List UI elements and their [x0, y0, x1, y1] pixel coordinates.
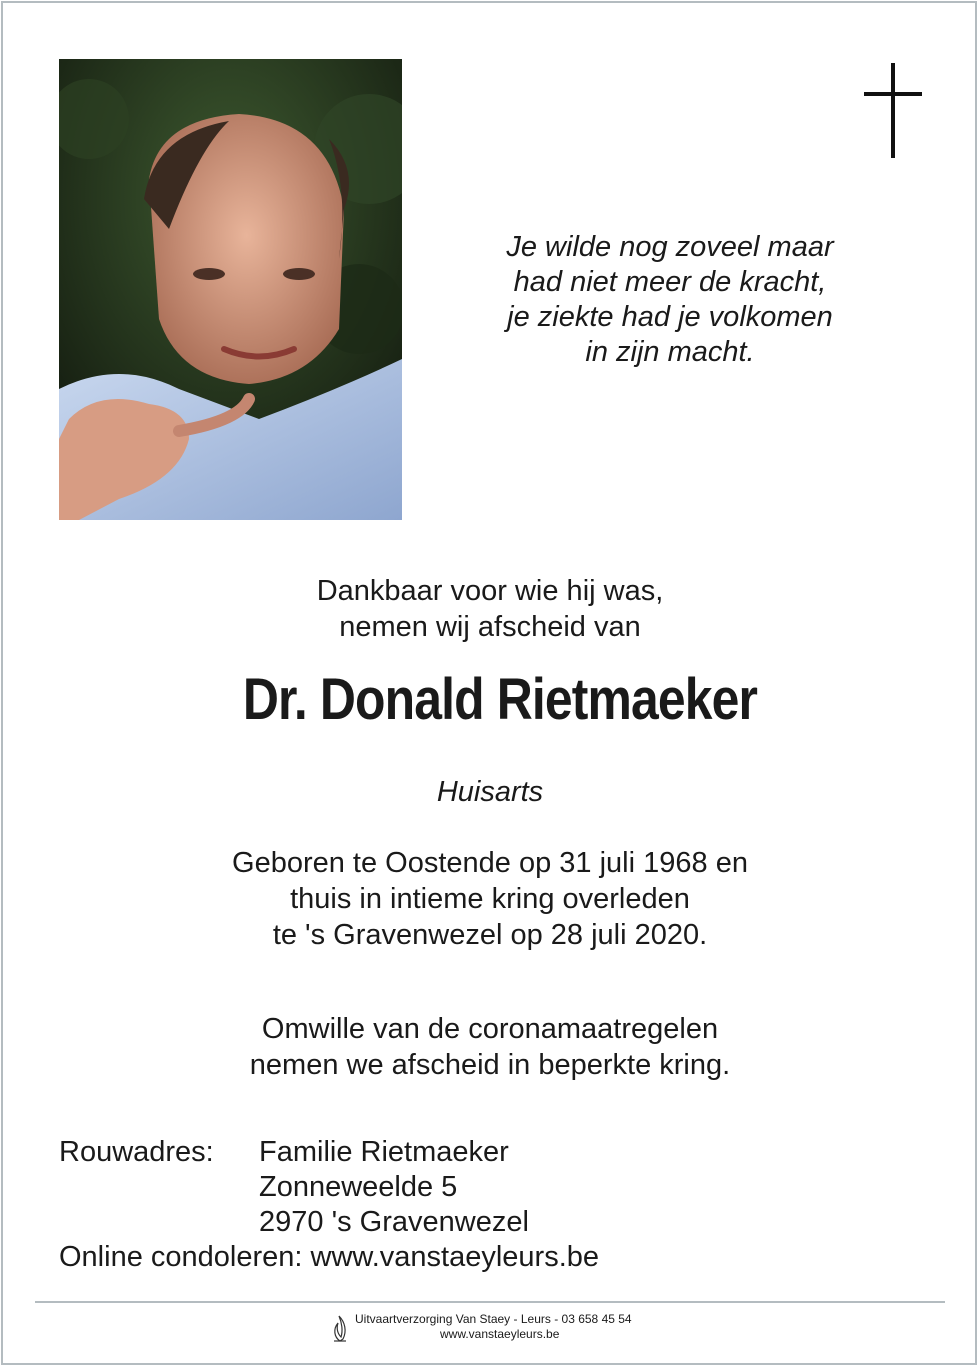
- notice-line: nemen we afscheid in beperkte kring.: [249, 1049, 731, 1081]
- birth-death-line: thuis in intieme kring overleden: [290, 883, 690, 915]
- notice-line: Omwille van de coronamaatregelen: [261, 1013, 719, 1045]
- poem-line: Je wilde nog zoveel maar: [506, 231, 834, 263]
- address-line: 2970 's Gravenwezel: [259, 1206, 529, 1238]
- online-condolence-text[interactable]: Online condoleren: www.vanstaeyleurs.be: [59, 1241, 600, 1273]
- birth-death-line: te 's Gravenwezel op 28 juli 2020.: [272, 919, 708, 951]
- footer: [330, 1311, 670, 1347]
- intro-line: nemen wij afscheid van: [339, 611, 641, 643]
- footer-company: Uitvaartverzorging Van Staey - Leurs - 03 658 45 54: [355, 1312, 632, 1326]
- poem-line: in zijn macht.: [585, 336, 755, 368]
- address-row: [59, 1205, 939, 1240]
- address-line: Zonneweelde 5: [259, 1171, 458, 1203]
- footer-divider: [35, 1301, 945, 1303]
- address-row: [59, 1170, 939, 1205]
- birth-death-line: Geboren te Oostende op 31 juli 1968 en: [232, 847, 748, 879]
- online-condolence[interactable]: [59, 1240, 939, 1275]
- cross-icon: [864, 63, 922, 158]
- mourning-address: [59, 1135, 939, 1275]
- intro-text: [190, 573, 790, 645]
- address-label: Rouwadres:: [59, 1136, 214, 1168]
- address-line: Familie Rietmaeker: [259, 1136, 509, 1168]
- intro-line: Dankbaar voor wie hij was,: [316, 575, 664, 607]
- funeral-home-logo-icon: [330, 1313, 350, 1343]
- profession: Huisarts: [436, 776, 544, 808]
- poem-line: had niet meer de kracht,: [513, 266, 827, 298]
- poem-line: je ziekte had je volkomen: [507, 301, 833, 333]
- address-row: [59, 1135, 939, 1170]
- footer-website-link[interactable]: www.vanstaeyleurs.be: [440, 1327, 560, 1341]
- portrait-photo: [59, 59, 402, 520]
- deceased-name: Dr. Donald Rietmaeker: [242, 667, 758, 732]
- poem: [460, 230, 880, 370]
- birth-death-text: [140, 845, 840, 953]
- corona-notice: [140, 1011, 840, 1083]
